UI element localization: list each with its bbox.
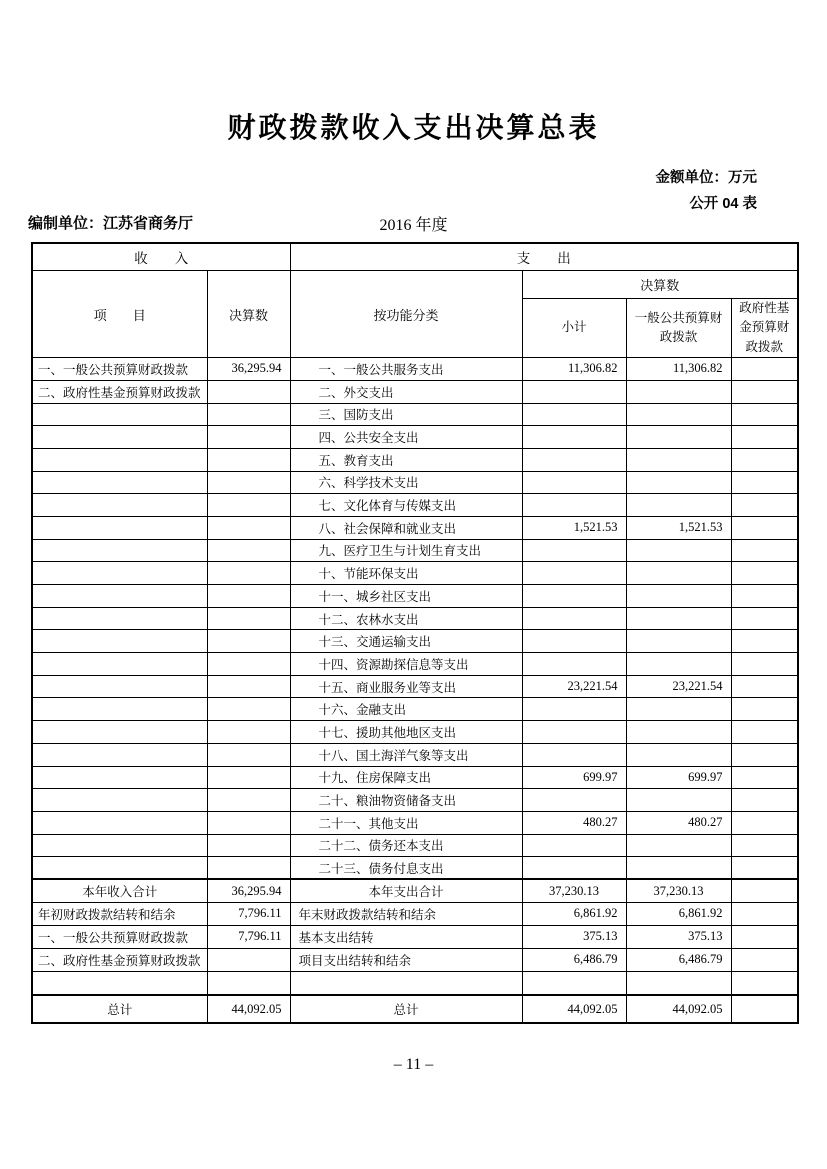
income-amount [207, 653, 290, 676]
gov-fund-amount [731, 948, 798, 971]
prepared-by: 编制单位：江苏省商务厅 [28, 215, 194, 232]
gov-fund-amount [731, 471, 798, 494]
income-item [32, 562, 207, 585]
table-row [32, 607, 798, 630]
table-code: 公开 04 表 [689, 196, 757, 212]
income-amount: 44,092.05 [207, 995, 290, 1023]
table-header [32, 243, 798, 358]
general-budget-amount [626, 721, 731, 744]
income-amount: 36,295.94 [207, 879, 290, 902]
gov-fund-amount [731, 971, 798, 995]
expense-section-header: 支 出 [290, 243, 798, 271]
expense-item: 五、教育支出 [290, 448, 522, 471]
general-budget-amount [626, 448, 731, 471]
expense-item: 年末财政拨款结转和结余 [290, 902, 522, 925]
subtotal-amount: 37,230.13 [522, 879, 626, 902]
table-body [32, 358, 798, 1024]
expense-item: 二十、粮油物资储备支出 [290, 789, 522, 812]
income-item: 总计 [32, 995, 207, 1023]
general-budget-amount [626, 698, 731, 721]
income-amount [207, 380, 290, 403]
income-item [32, 653, 207, 676]
income-item: 一、一般公共预算财政拨款 [32, 925, 207, 948]
subtotal-amount: 699.97 [522, 766, 626, 789]
income-item [32, 698, 207, 721]
general-budget-amount: 480.27 [626, 811, 731, 834]
subtotal-amount [522, 471, 626, 494]
general-budget-amount [626, 971, 731, 995]
gov-fund-amount [731, 902, 798, 925]
income-amount [207, 539, 290, 562]
table-row [32, 448, 798, 471]
subtotal-amount: 44,092.05 [522, 995, 626, 1023]
gov-fund-amount [731, 358, 798, 381]
gov-fund-amount [731, 766, 798, 789]
subtotal-amount [522, 585, 626, 608]
income-item [32, 721, 207, 744]
income-item [32, 743, 207, 766]
expense-item [290, 971, 522, 995]
general-budget-amount: 37,230.13 [626, 879, 731, 902]
table-row [32, 743, 798, 766]
expense-item: 十三、交通运输支出 [290, 630, 522, 653]
expense-item: 八、社会保障和就业支出 [290, 516, 522, 539]
income-amount: 7,796.11 [207, 925, 290, 948]
table-row [32, 630, 798, 653]
table-row [32, 653, 798, 676]
income-amount [207, 971, 290, 995]
gov-fund-amount [731, 698, 798, 721]
gov-fund-amount [731, 995, 798, 1023]
income-amount [207, 743, 290, 766]
income-item: 二、政府性基金预算财政拨款 [32, 380, 207, 403]
table-row [32, 471, 798, 494]
gov-fund-amount [731, 448, 798, 471]
subtotal-amount [522, 539, 626, 562]
income-item [32, 585, 207, 608]
subtotal-amount [522, 721, 626, 744]
gov-fund-amount [731, 380, 798, 403]
gov-fund-amount [731, 721, 798, 744]
prepared-row [0, 212, 827, 234]
gov-fund-amount [731, 562, 798, 585]
meta-notes [656, 165, 758, 217]
gov-fund-amount [731, 426, 798, 449]
income-item: 二、政府性基金预算财政拨款 [32, 948, 207, 971]
subtotal-amount [522, 562, 626, 585]
expense-item: 七、文化体育与传媒支出 [290, 494, 522, 517]
expense-item: 项目支出结转和结余 [290, 948, 522, 971]
gov-fund-amount [731, 607, 798, 630]
income-item: 本年收入合计 [32, 879, 207, 902]
general-budget-amount: 6,861.92 [626, 902, 731, 925]
income-amount [207, 585, 290, 608]
expense-item: 六、科学技术支出 [290, 471, 522, 494]
fiscal-year: 2016 年度 [379, 217, 448, 234]
subtotal-amount [522, 789, 626, 812]
general-budget-amount [626, 607, 731, 630]
current-year-total-row [32, 879, 798, 902]
table-row [32, 721, 798, 744]
income-amount [207, 721, 290, 744]
general-budget-amount [626, 471, 731, 494]
income-amount [207, 403, 290, 426]
gov-fund-amount [731, 789, 798, 812]
subtotal-amount [522, 448, 626, 471]
income-item [32, 516, 207, 539]
expense-item: 十六、金融支出 [290, 698, 522, 721]
income-amount [207, 811, 290, 834]
expense-item: 二十三、债务付息支出 [290, 857, 522, 880]
table-row [32, 675, 798, 698]
income-amount [207, 834, 290, 857]
table-row [32, 902, 798, 925]
general-budget-amount [626, 403, 731, 426]
table-row [32, 403, 798, 426]
income-item [32, 834, 207, 857]
table-row [32, 834, 798, 857]
general-budget-amount [626, 789, 731, 812]
general-budget-amount [626, 653, 731, 676]
gov-fund-amount [731, 585, 798, 608]
expense-item: 九、医疗卫生与计划生育支出 [290, 539, 522, 562]
table-row [32, 494, 798, 517]
general-budget-amount: 699.97 [626, 766, 731, 789]
income-amount [207, 948, 290, 971]
income-item [32, 403, 207, 426]
subtotal-amount: 480.27 [522, 811, 626, 834]
general-budget-amount: 1,521.53 [626, 516, 731, 539]
income-item: 年初财政拨款结转和结余 [32, 902, 207, 925]
general-budget-amount: 11,306.82 [626, 358, 731, 381]
income-amount [207, 426, 290, 449]
general-budget-column-header: 一般公共预算财政拨款 [626, 299, 731, 358]
expense-item: 十、节能环保支出 [290, 562, 522, 585]
gov-fund-amount [731, 925, 798, 948]
subtotal-amount [522, 403, 626, 426]
gov-fund-amount [731, 834, 798, 857]
subtotal-amount [522, 743, 626, 766]
expense-item: 十二、农林水支出 [290, 607, 522, 630]
general-budget-amount [626, 834, 731, 857]
table-row [32, 426, 798, 449]
subtotal-amount [522, 834, 626, 857]
income-item [32, 789, 207, 812]
column-header-row-1 [32, 271, 798, 299]
income-item [32, 857, 207, 880]
income-item [32, 471, 207, 494]
income-amount [207, 562, 290, 585]
income-amount [207, 448, 290, 471]
table-row [32, 925, 798, 948]
table-row [32, 948, 798, 971]
gov-fund-amount [731, 403, 798, 426]
subtotal-amount [522, 426, 626, 449]
income-item [32, 607, 207, 630]
subtotal-amount [522, 630, 626, 653]
general-budget-amount: 6,486.79 [626, 948, 731, 971]
gov-fund-column-header: 政府性基金预算财政拨款 [731, 299, 798, 358]
general-budget-amount: 375.13 [626, 925, 731, 948]
expense-item: 十一、城乡社区支出 [290, 585, 522, 608]
subtotal-amount [522, 857, 626, 880]
subtotal-amount: 6,486.79 [522, 948, 626, 971]
expense-item: 十五、商业服务业等支出 [290, 675, 522, 698]
income-amount-column-header: 决算数 [207, 271, 290, 358]
income-item [32, 426, 207, 449]
subtotal-amount: 6,861.92 [522, 902, 626, 925]
income-item [32, 675, 207, 698]
expense-item: 一、一般公共服务支出 [290, 358, 522, 381]
subtotal-amount: 11,306.82 [522, 358, 626, 381]
gov-fund-amount [731, 516, 798, 539]
gov-fund-amount [731, 811, 798, 834]
general-budget-amount [626, 857, 731, 880]
document-title: 财政拨款收入支出决算总表 [227, 112, 600, 143]
gov-fund-amount [731, 630, 798, 653]
expense-amount-group-header: 决算数 [522, 271, 798, 299]
amount-unit-note: 金额单位：万元 [655, 170, 757, 186]
income-amount [207, 766, 290, 789]
table-row [32, 380, 798, 403]
section-header-row [32, 243, 798, 271]
table-row [32, 562, 798, 585]
income-amount [207, 494, 290, 517]
income-amount: 7,796.11 [207, 902, 290, 925]
expense-item: 二、外交支出 [290, 380, 522, 403]
subtotal-column-header: 小计 [522, 299, 626, 358]
budget-table [31, 242, 799, 1024]
income-item [32, 766, 207, 789]
income-amount [207, 630, 290, 653]
subtotal-amount [522, 607, 626, 630]
subtotal-amount: 375.13 [522, 925, 626, 948]
table-row [32, 789, 798, 812]
gov-fund-amount [731, 675, 798, 698]
general-budget-amount [626, 585, 731, 608]
subtotal-amount [522, 971, 626, 995]
income-amount [207, 471, 290, 494]
gov-fund-amount [731, 494, 798, 517]
general-budget-amount [626, 562, 731, 585]
table-row [32, 516, 798, 539]
gov-fund-amount [731, 653, 798, 676]
expense-item: 本年支出合计 [290, 879, 522, 902]
income-item: 一、一般公共预算财政拨款 [32, 358, 207, 381]
general-budget-amount [626, 743, 731, 766]
expense-item: 总计 [290, 995, 522, 1023]
spacer-row [32, 971, 798, 995]
income-item [32, 539, 207, 562]
table-row [32, 539, 798, 562]
page-number: – 11 – [393, 1056, 434, 1073]
expense-item: 二十二、债务还本支出 [290, 834, 522, 857]
gov-fund-amount [731, 879, 798, 902]
income-amount [207, 789, 290, 812]
subtotal-amount: 23,221.54 [522, 675, 626, 698]
expense-item: 二十一、其他支出 [290, 811, 522, 834]
expense-item: 三、国防支出 [290, 403, 522, 426]
by-function-column-header: 按功能分类 [290, 271, 522, 358]
gov-fund-amount [731, 857, 798, 880]
table-row [32, 585, 798, 608]
expense-item: 四、公共安全支出 [290, 426, 522, 449]
income-amount [207, 675, 290, 698]
expense-item: 基本支出结转 [290, 925, 522, 948]
table-row [32, 766, 798, 789]
expense-item: 十七、援助其他地区支出 [290, 721, 522, 744]
general-budget-amount: 44,092.05 [626, 995, 731, 1023]
gov-fund-amount [731, 539, 798, 562]
general-budget-amount [626, 630, 731, 653]
income-item [32, 494, 207, 517]
income-amount [207, 516, 290, 539]
income-section-header: 收 入 [32, 243, 290, 271]
table-row [32, 811, 798, 834]
income-item [32, 971, 207, 995]
income-item [32, 448, 207, 471]
general-budget-amount [626, 426, 731, 449]
subtotal-amount [522, 494, 626, 517]
income-item [32, 630, 207, 653]
subtotal-amount [522, 380, 626, 403]
general-budget-amount [626, 494, 731, 517]
subtotal-amount [522, 698, 626, 721]
general-budget-amount [626, 539, 731, 562]
grand-total-row [32, 995, 798, 1023]
income-amount: 36,295.94 [207, 358, 290, 381]
subtotal-amount [522, 653, 626, 676]
expense-item: 十九、住房保障支出 [290, 766, 522, 789]
gov-fund-amount [731, 743, 798, 766]
expense-item: 十八、国土海洋气象等支出 [290, 743, 522, 766]
expense-item: 十四、资源勘探信息等支出 [290, 653, 522, 676]
income-amount [207, 607, 290, 630]
subtotal-amount: 1,521.53 [522, 516, 626, 539]
table-row [32, 857, 798, 880]
income-amount [207, 857, 290, 880]
table-row [32, 358, 798, 381]
general-budget-amount [626, 380, 731, 403]
table-row [32, 698, 798, 721]
general-budget-amount: 23,221.54 [626, 675, 731, 698]
income-amount [207, 698, 290, 721]
item-column-header: 项 目 [32, 271, 207, 358]
income-item [32, 811, 207, 834]
